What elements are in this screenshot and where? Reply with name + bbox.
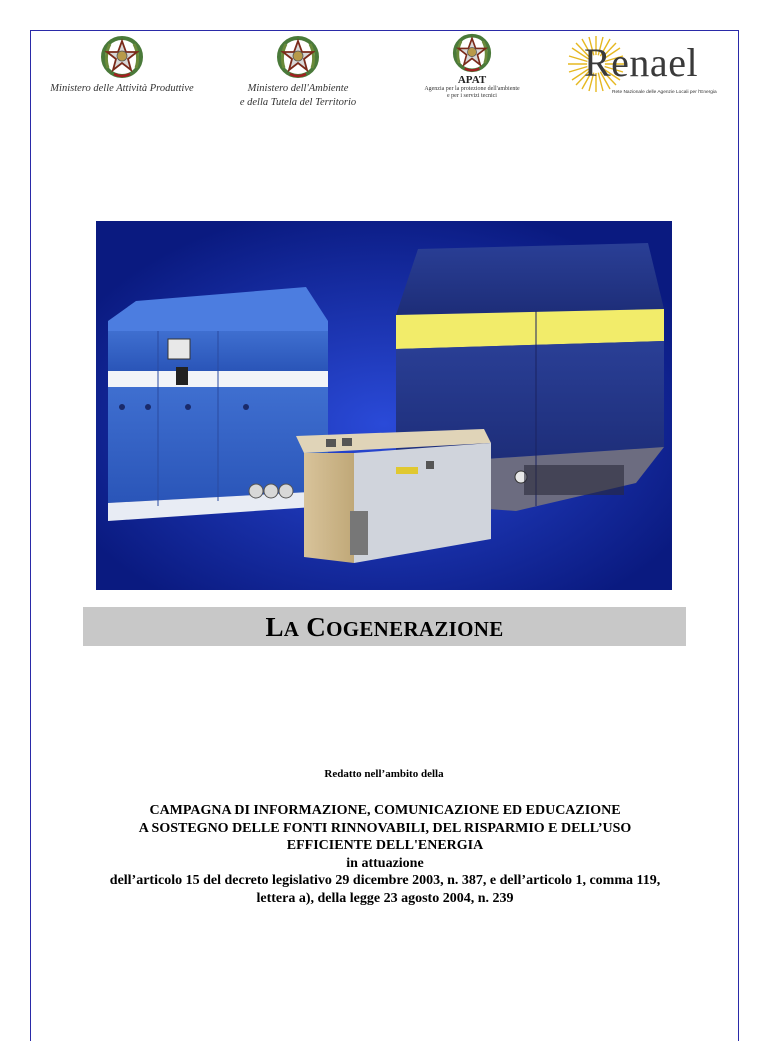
campaign-text [40,802,730,907]
logo-header [32,32,737,122]
campaign-line-4: in attuazione [346,855,424,871]
logo-caption-line-1: Ministero dell'Ambiente [247,83,349,94]
logo-renael [566,32,716,107]
document-title-bar [83,607,686,646]
document-title: LA COGENERAZIONE [265,612,504,642]
logo-ministero-ambiente [228,32,368,110]
campaign-line-5: dell’articolo 15 del decreto legislativo 29 dicembre 2003, n. 387, e dell’articolo 1, comma 119, [109,873,661,888]
cogeneration-units-photo [96,221,672,590]
logo-apat [414,32,530,100]
cogeneration-units-illustration [96,221,672,590]
logo-caption-line-2: e della Tutela del Territorio [239,97,357,108]
renael-wordmark: Renael [584,40,699,85]
italian-emblem-icon [100,34,144,80]
logo-ministero-attivita-produttive [32,32,212,96]
italian-emblem-icon [452,32,492,74]
apat-title: APAT [457,74,487,86]
renael-subtitle: Rete Nazionale delle Agenzie Locali per l'Energia [612,90,717,95]
logo-caption: Ministero delle Attività Produttive [50,83,194,94]
logo-caption-line-2: e per i servizi tecnici [447,93,497,99]
campaign-line-6: lettera a), della legge 23 agosto 2004, n. 239 [256,890,514,906]
italian-emblem-icon [276,34,320,80]
left-generator-unit [108,287,328,521]
campaign-line-1: CAMPAGNA DI INFORMAZIONE, COMUNICAZIONE ED EDUCAZIONE [149,803,621,818]
campaign-line-3: EFFICIENTE DELL'ENERGIA [286,838,484,853]
campaign-line-2: A SOSTEGNO DELLE FONTI RINNOVABILI, DEL RISPARMIO E DELL’USO [138,820,632,836]
logo-caption-line-1: Agenzia per la protezione dell'ambiente [424,86,520,92]
redatto-label: Redatto nell’ambito della [324,768,444,780]
